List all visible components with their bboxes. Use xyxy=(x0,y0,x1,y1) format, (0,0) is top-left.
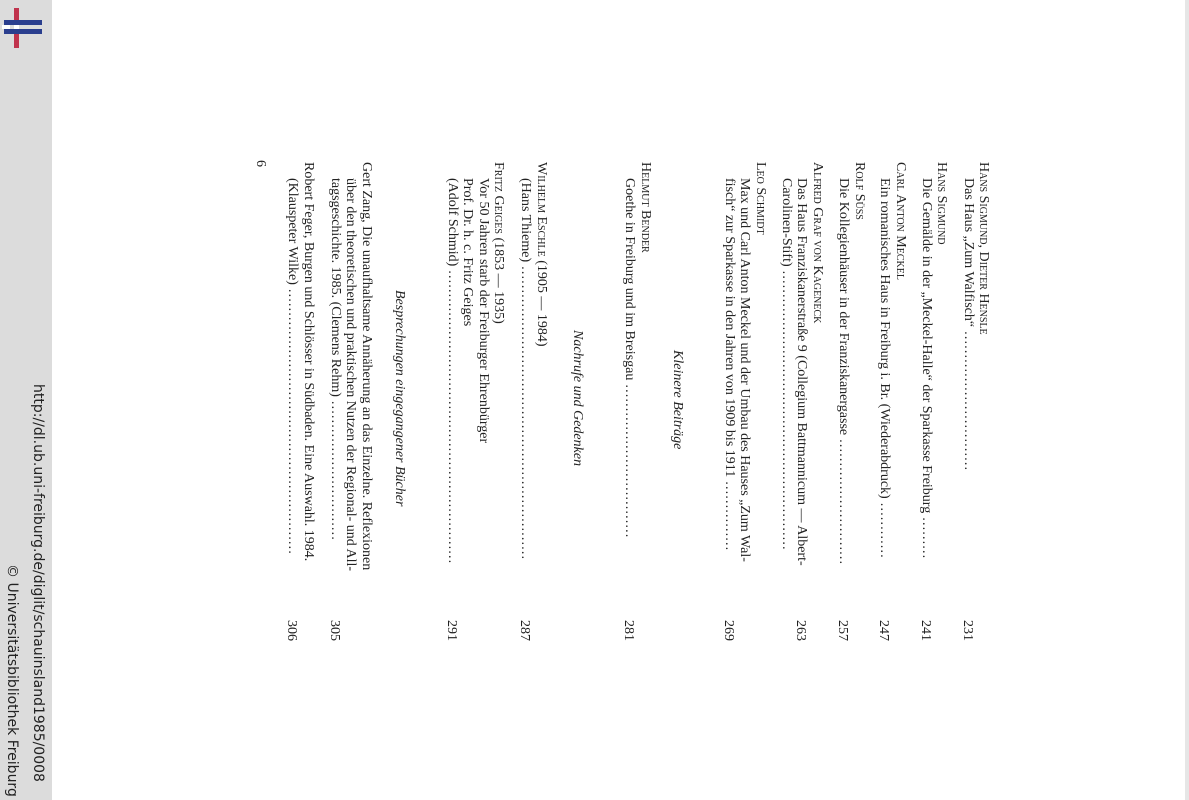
toc-title: (Hans Thieme) ……………………………………………………… xyxy=(518,178,533,560)
folio-number: 6 xyxy=(253,160,268,167)
toc-title: Goethe in Freiburg und im Breisgau …………………………… xyxy=(622,178,637,538)
toc-page-number: 241 xyxy=(918,620,933,641)
toc-author: Alfred Graf von Kageneck xyxy=(810,162,825,324)
toc-page-number: 306 xyxy=(284,620,299,641)
section-heading: Nachrufe und Gedenken xyxy=(570,330,585,467)
library-logo-icon xyxy=(0,6,44,50)
toc-author: Fritz Geiges (1853 — 1935) xyxy=(491,162,506,324)
toc-title: Ein romanisches Haus in Freiburg i. Br. (Wiederabdruck) ………… xyxy=(877,178,892,559)
toc-review: Gert Zang, Die unaufhaltsame Annäherung an das Einzelne. Reflexionen xyxy=(359,162,374,571)
toc-title: fisch“ zur Sparkasse in den Jahren von 1909 bis 1911 …………… xyxy=(722,178,737,551)
page-edge xyxy=(1185,0,1189,800)
toc-review: tagsgeschichte. 1985. (Clemens Rehm) ………………………… xyxy=(328,178,343,541)
toc-title: Max und Carl Anton Meckel und der Umbau des Hauses „Zum Wal- xyxy=(737,178,752,562)
toc-page-number: 263 xyxy=(793,620,808,641)
toc-author: Helmut Bender xyxy=(638,162,653,253)
toc-author: Hans Sigmund, Dieter Hensle xyxy=(976,162,991,335)
toc-author: Leo Schmidt xyxy=(753,162,768,235)
toc-page-number: 231 xyxy=(960,620,975,641)
document-url-link[interactable]: http://dl.ub.uni-freiburg.de/diglit/schauinsland1985/0008 xyxy=(30,384,46,782)
viewer-sidebar xyxy=(0,0,52,800)
toc-page-number: 257 xyxy=(835,620,850,641)
toc-title: Das Haus Franziskanerstraße 9 (Collegium Battmannicum — Albert- xyxy=(794,178,809,566)
toc-page-number: 247 xyxy=(876,620,891,641)
toc-author: Rolf Süss xyxy=(852,162,867,220)
toc-title: Die Gemälde in der „Meckel-Halle“ der Sparkasse Freiburg ……… xyxy=(919,178,934,559)
toc-title: (Adolf Schmid) ……………………………………………………… xyxy=(445,178,460,564)
toc-title: Vor 50 Jahren starb der Freiburger Ehrenbürger xyxy=(476,178,491,444)
section-heading: Besprechungen eingegangener Bücher xyxy=(392,290,407,507)
toc-title: Das Haus „Zum Walfisch“ ………………………… xyxy=(961,178,976,471)
toc-title: Die Kollegienhäuser in der Franziskanergasse ……………………… xyxy=(836,178,851,565)
toc-author: Carl Anton Meckel xyxy=(893,162,908,280)
toc-page-number: 281 xyxy=(621,620,636,641)
toc-review: (Klauspeter Wilke) ………………………………………………… xyxy=(285,178,300,555)
toc-page-number: 305 xyxy=(327,620,342,641)
toc-title: Carolinen-Stift) …………………………………………………… xyxy=(779,178,794,551)
toc-title: Prof. Dr. h. c. Fritz Geiges xyxy=(460,178,475,327)
toc-page-number: 269 xyxy=(721,620,736,641)
copyright-text: © Universitätsbibliothek Freiburg xyxy=(4,564,20,797)
toc-author: Wilhelm Eschle (1905 — 1984) xyxy=(534,162,549,347)
toc-review: über den theoretischen und praktischen Nutzen der Regional- und All- xyxy=(343,178,358,572)
toc-page-number: 287 xyxy=(517,620,532,641)
toc-review: Robert Feger, Burgen und Schlösser in Südbaden. Eine Auswahl. 1984. xyxy=(301,162,316,562)
section-heading: Kleinere Beiträge xyxy=(670,350,685,450)
toc-page-number: 291 xyxy=(444,620,459,641)
toc-author: Hans Sigmund xyxy=(934,162,949,245)
